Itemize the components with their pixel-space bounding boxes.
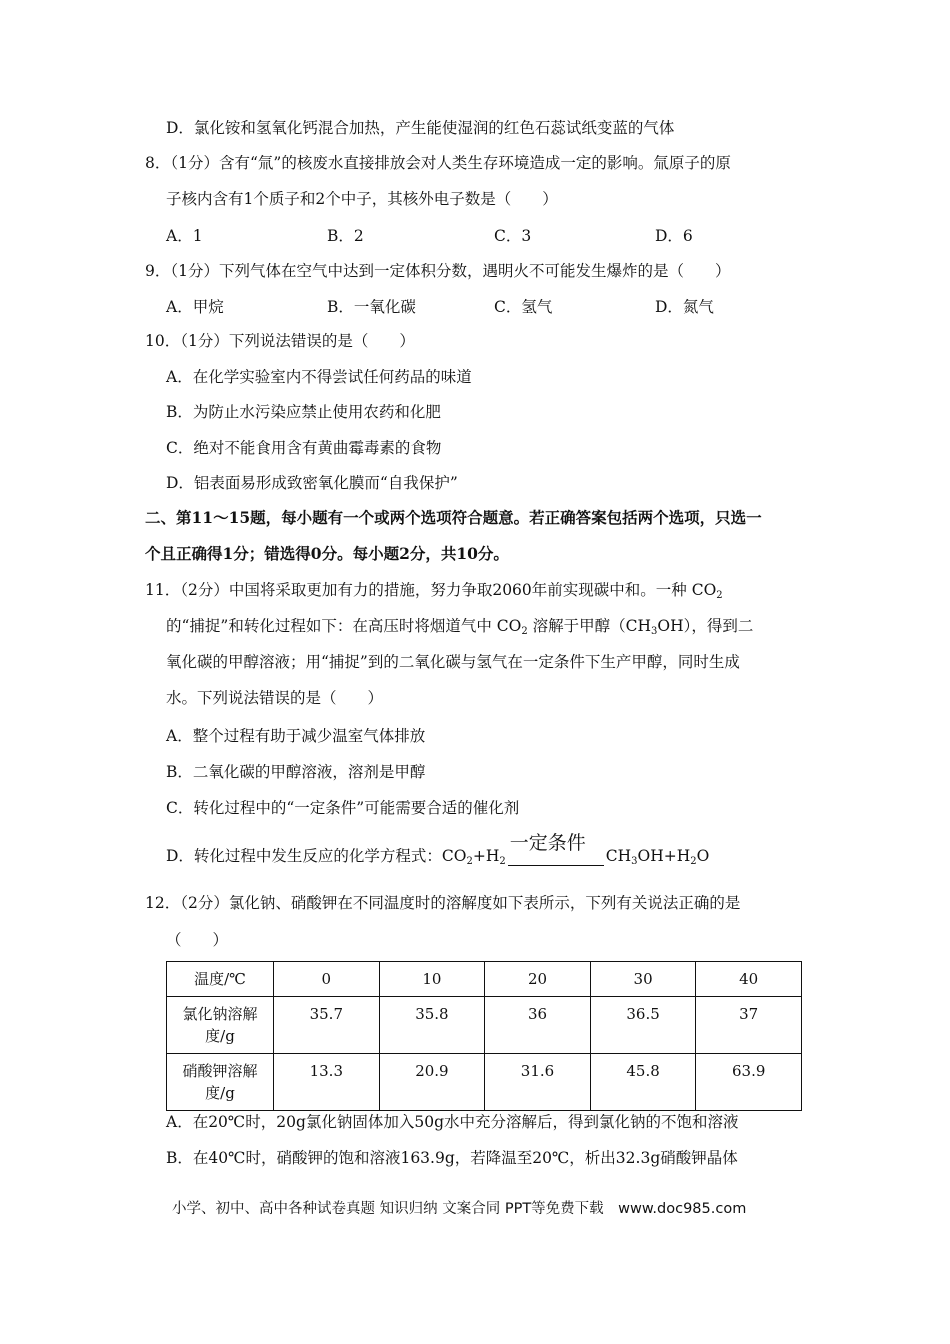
table-cell: 硝酸钾溶解度/g xyxy=(167,1054,274,1111)
table-cell: 0 xyxy=(274,962,380,997)
table-cell: 氯化钠溶解度/g xyxy=(167,997,274,1054)
q9-option-b: B．一氧化碳 xyxy=(327,298,416,316)
table-row xyxy=(167,962,802,997)
q8-stem-line2: 子核内含有1个质子和2个中子，其核外电子数是（ ） xyxy=(166,190,558,208)
equation-text: CH xyxy=(605,847,632,865)
table-cell: 温度/℃ xyxy=(167,962,274,997)
q10-option-b: B．为防止水污染应禁止使用农药和化肥 xyxy=(166,403,441,421)
q11-text: OH），得到二 xyxy=(657,617,754,635)
q10-option-d: D．铝表面易形成致密氧化膜而“自我保护” xyxy=(166,474,458,492)
q11-stem-line3: 氧化碳的甲醇溶液；用“捕捉”到的二氧化碳与氢气在一定条件下生产甲醇，同时生成 xyxy=(166,653,740,671)
q10-option-a: A．在化学实验室内不得尝试任何药品的味道 xyxy=(166,368,472,386)
q11-text: 的“捕捉”和转化过程如下：在高压时将烟道气中 CO xyxy=(166,617,522,635)
q10-option-c: C．绝对不能食用含有黄曲霉毒素的食物 xyxy=(166,439,442,457)
table-cell: 37 xyxy=(696,997,802,1054)
q12-stem-line1: 12．（2分）氯化钠、硝酸钾在不同温度时的溶解度如下表所示，下列有关说法正确的是 xyxy=(145,894,741,912)
q11-stem-line1 xyxy=(145,580,723,600)
equation-text: +H xyxy=(472,847,500,865)
table-cell: 35.8 xyxy=(379,997,485,1054)
section-2-heading-line1: 二、第11～15题，每小题有一个或两个选项符合题意。若正确答案包括两个选项，只选一 xyxy=(145,508,762,527)
subscript: 2 xyxy=(521,626,528,637)
subscript: 3 xyxy=(651,626,658,637)
q11-stem-line2 xyxy=(166,616,753,636)
subscript: 2 xyxy=(466,856,473,867)
q8-option-c: C．3 xyxy=(494,227,532,245)
subscript: 2 xyxy=(499,856,506,867)
section-2-heading-line2: 个且正确得1分；错选得0分。每小题2分，共10分。 xyxy=(145,544,509,563)
table-cell: 20 xyxy=(485,962,591,997)
q12-option-b: B．在40℃时，硝酸钾的饱和溶液163.9g，若降温至20℃，析出32.3g硝酸钾晶体 xyxy=(166,1149,738,1167)
q9-option-d: D．氮气 xyxy=(655,298,714,316)
q10-stem: 10．（1分）下列说法错误的是（ ） xyxy=(145,332,415,350)
solubility-table xyxy=(166,961,802,1111)
q7-option-d: D．氯化铵和氢氧化钙混合加热，产生能使湿润的红色石蕊试纸变蓝的气体 xyxy=(166,119,675,137)
table-cell: 40 xyxy=(696,962,802,997)
table-cell: 35.7 xyxy=(274,997,380,1054)
table-row xyxy=(167,997,802,1054)
q11-option-d xyxy=(166,832,710,867)
table-cell: 45.8 xyxy=(590,1054,696,1111)
table-cell: 36.5 xyxy=(590,997,696,1054)
subscript: 3 xyxy=(631,856,638,867)
equation-text: O xyxy=(696,847,710,865)
q8-option-a: A．1 xyxy=(166,227,203,245)
equation-text: D．转化过程中发生反应的化学方程式：CO xyxy=(166,847,467,865)
q11-stem-line4: 水。下列说法错误的是（ ） xyxy=(166,689,384,707)
table-cell: 31.6 xyxy=(485,1054,591,1111)
table-cell: 63.9 xyxy=(696,1054,802,1111)
q8-option-d: D．6 xyxy=(655,227,693,245)
q8-option-b: B．2 xyxy=(327,227,364,245)
reaction-condition xyxy=(508,832,604,866)
q11-option-b: B．二氧化碳的甲醇溶液，溶剂是甲醇 xyxy=(166,763,426,781)
page-footer: 小学、初中、高中各种试卷真题 知识归纳 文案合同 PPT等免费下载 www.doc985.com xyxy=(172,1201,747,1217)
equation-text: OH+H xyxy=(637,847,691,865)
q9-option-c: C．氢气 xyxy=(494,298,553,316)
table-cell: 30 xyxy=(590,962,696,997)
subscript: 2 xyxy=(716,590,723,601)
subscript: 2 xyxy=(690,856,697,867)
q9-option-a: A．甲烷 xyxy=(166,298,224,316)
table-cell: 10 xyxy=(379,962,485,997)
table-cell: 13.3 xyxy=(274,1054,380,1111)
q12-option-a: A．在20℃时，20g氯化钠固体加入50g水中充分溶解后，得到氯化钠的不饱和溶液 xyxy=(166,1113,739,1131)
q11-text: 溶解于甲醇（CH xyxy=(527,617,652,635)
table-cell: 20.9 xyxy=(379,1054,485,1111)
reaction-condition-label: 一定条件 xyxy=(509,832,586,854)
q11-option-c: C．转化过程中的“一定条件”可能需要合适的催化剂 xyxy=(166,799,520,817)
table-row xyxy=(167,1054,802,1111)
q9-stem: 9．（1分）下列气体在空气中达到一定体积分数，遇明火不可能发生爆炸的是（ ） xyxy=(145,262,731,280)
q11-text: 11．（2分）中国将采取更加有力的措施，努力争取2060年前实现碳中和。一种 CO xyxy=(145,581,717,599)
q12-stem-line2: （ ） xyxy=(166,931,229,949)
table-cell: 36 xyxy=(485,997,591,1054)
q11-option-a: A．整个过程有助于减少温室气体排放 xyxy=(166,727,426,745)
q8-stem-line1: 8．（1分）含有“氚”的核废水直接排放会对人类生存环境造成一定的影响。氚原子的原 xyxy=(145,154,731,172)
